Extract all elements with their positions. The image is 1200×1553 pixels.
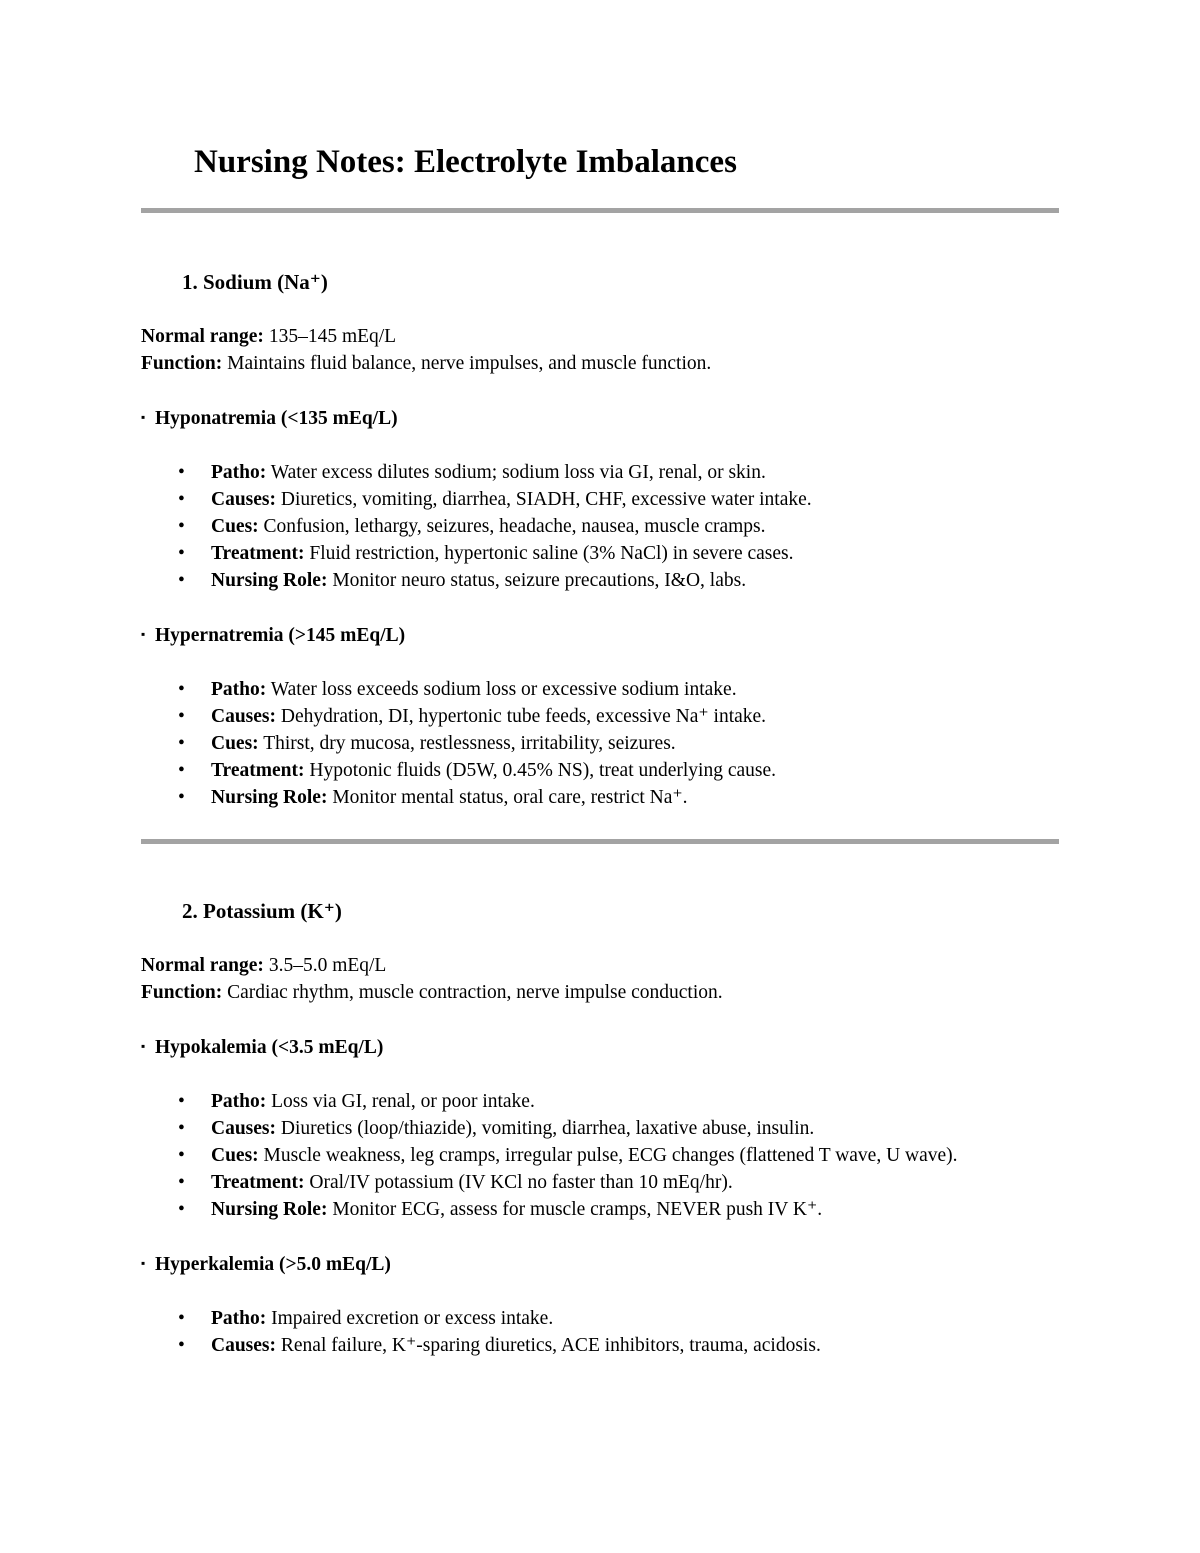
condition-heading-hyperkalemia	[141, 1250, 1059, 1278]
bullet-icon: •	[178, 1335, 185, 1356]
item-text: Confusion, lethargy, seizures, headache, nausea, muscle cramps.	[258, 516, 766, 537]
item-text: Renal failure, K⁺-sparing diuretics, ACE inhibitors, trauma, acidosis.	[276, 1335, 821, 1356]
item-text: Oral/IV potassium (IV KCl no faster than 10 mEq/hr).	[304, 1172, 733, 1193]
item-text: Muscle weakness, leg cramps, irregular pulse, ECG changes (flattened T wave, U wave).	[258, 1145, 958, 1166]
list-item	[141, 676, 1059, 703]
item-text: Dehydration, DI, hypertonic tube feeds, excessive Na⁺ intake.	[276, 706, 767, 727]
bullet-icon: •	[178, 1091, 185, 1112]
item-label: Causes:	[211, 1335, 277, 1356]
function-value: Cardiac rhythm, muscle contraction, nerve impulse conduction.	[222, 982, 723, 1003]
bullet-icon: •	[178, 1308, 185, 1329]
condition-heading-hypokalemia	[141, 1033, 1059, 1061]
list-item	[141, 703, 1059, 730]
item-label: Treatment:	[211, 543, 305, 564]
item-label: Cues:	[211, 733, 259, 754]
section-meta	[141, 323, 1059, 377]
list-item	[141, 1196, 1059, 1223]
normal-range-value: 3.5–5.0 mEq/L	[263, 955, 387, 976]
bullet-icon: •	[178, 1118, 185, 1139]
item-text: Fluid restriction, hypertonic saline (3% NaCl) in severe cases.	[304, 543, 794, 564]
item-label: Patho:	[211, 462, 267, 483]
item-text: Hypotonic fluids (D5W, 0.45% NS), treat underlying cause.	[304, 760, 777, 781]
bullet-icon: •	[178, 1172, 185, 1193]
normal-range-line	[141, 323, 1059, 350]
function-value: Maintains fluid balance, nerve impulses, and muscle function.	[222, 353, 712, 374]
condition-title: Hyperkalemia (>5.0 mEq/L)	[155, 1254, 391, 1275]
function-line	[141, 350, 1059, 377]
item-label: Nursing Role:	[211, 570, 328, 591]
list-item	[141, 1169, 1059, 1196]
square-bullet-icon: ▪	[141, 1256, 146, 1270]
item-text: Diuretics (loop/thiazide), vomiting, diarrhea, laxative abuse, insulin.	[276, 1118, 815, 1139]
item-text: Monitor neuro status, seizure precautions, I&O, labs.	[327, 570, 747, 591]
list-item	[141, 567, 1059, 594]
bullet-icon: •	[178, 787, 185, 808]
item-label: Causes:	[211, 489, 277, 510]
square-bullet-icon: ▪	[141, 1039, 146, 1053]
section-heading: 1. Sodium (Na⁺)	[182, 270, 328, 294]
list-item	[141, 1142, 1059, 1169]
item-text: Loss via GI, renal, or poor intake.	[266, 1091, 535, 1112]
item-label: Causes:	[211, 706, 277, 727]
item-label: Cues:	[211, 1145, 259, 1166]
item-label: Patho:	[211, 1308, 267, 1329]
list-item	[141, 730, 1059, 757]
condition-title: Hyponatremia (<135 mEq/L)	[155, 408, 398, 429]
condition-list	[141, 459, 1059, 594]
list-item	[141, 513, 1059, 540]
item-label: Patho:	[211, 1091, 267, 1112]
list-item	[141, 1305, 1059, 1332]
bullet-icon: •	[178, 733, 185, 754]
list-item	[141, 486, 1059, 513]
condition-heading-hypernatremia	[141, 621, 1059, 649]
bullet-icon: •	[178, 760, 185, 781]
condition-heading-hyponatremia	[141, 404, 1059, 432]
condition-list	[141, 676, 1059, 811]
function-label: Function:	[141, 982, 223, 1003]
section-sodium	[141, 268, 1059, 811]
list-item	[141, 1332, 1059, 1359]
bullet-icon: •	[178, 489, 185, 510]
list-item	[141, 1088, 1059, 1115]
list-item	[141, 784, 1059, 811]
item-label: Causes:	[211, 1118, 277, 1139]
function-line	[141, 979, 1059, 1006]
item-label: Patho:	[211, 679, 267, 700]
item-label: Cues:	[211, 516, 259, 537]
bullet-icon: •	[178, 543, 185, 564]
normal-range-label: Normal range:	[141, 955, 264, 976]
normal-range-value: 135–145 mEq/L	[263, 326, 397, 347]
item-text: Impaired excretion or excess intake.	[266, 1308, 554, 1329]
bullet-icon: •	[178, 570, 185, 591]
item-text: Monitor ECG, assess for muscle cramps, NEVER push IV K⁺.	[327, 1199, 823, 1220]
square-bullet-icon: ▪	[141, 410, 146, 424]
normal-range-label: Normal range:	[141, 326, 264, 347]
section-heading: 2. Potassium (K⁺)	[182, 899, 342, 923]
condition-title: Hypokalemia (<3.5 mEq/L)	[155, 1037, 384, 1058]
horizontal-rule	[141, 839, 1059, 844]
condition-list	[141, 1305, 1059, 1359]
item-text: Monitor mental status, oral care, restrict Na⁺.	[327, 787, 688, 808]
item-text: Thirst, dry mucosa, restlessness, irritability, seizures.	[258, 733, 676, 754]
item-text: Water excess dilutes sodium; sodium loss via GI, renal, or skin.	[266, 462, 766, 483]
item-label: Nursing Role:	[211, 787, 328, 808]
horizontal-rule	[141, 208, 1059, 213]
bullet-icon: •	[178, 706, 185, 727]
bullet-icon: •	[178, 1145, 185, 1166]
square-bullet-icon: ▪	[141, 627, 146, 641]
section-potassium	[141, 897, 1059, 1359]
list-item	[141, 459, 1059, 486]
condition-title: Hypernatremia (>145 mEq/L)	[155, 625, 406, 646]
function-label: Function:	[141, 353, 223, 374]
condition-list	[141, 1088, 1059, 1223]
item-label: Treatment:	[211, 1172, 305, 1193]
bullet-icon: •	[178, 462, 185, 483]
item-label: Nursing Role:	[211, 1199, 328, 1220]
item-text: Water loss exceeds sodium loss or excessive sodium intake.	[266, 679, 737, 700]
item-text: Diuretics, vomiting, diarrhea, SIADH, CHF, excessive water intake.	[276, 489, 812, 510]
list-item	[141, 540, 1059, 567]
document-title: Nursing Notes: Electrolyte Imbalances	[194, 144, 737, 180]
list-item	[141, 757, 1059, 784]
list-item	[141, 1115, 1059, 1142]
section-meta	[141, 952, 1059, 1006]
normal-range-line	[141, 952, 1059, 979]
item-label: Treatment:	[211, 760, 305, 781]
bullet-icon: •	[178, 1199, 185, 1220]
bullet-icon: •	[178, 679, 185, 700]
bullet-icon: •	[178, 516, 185, 537]
